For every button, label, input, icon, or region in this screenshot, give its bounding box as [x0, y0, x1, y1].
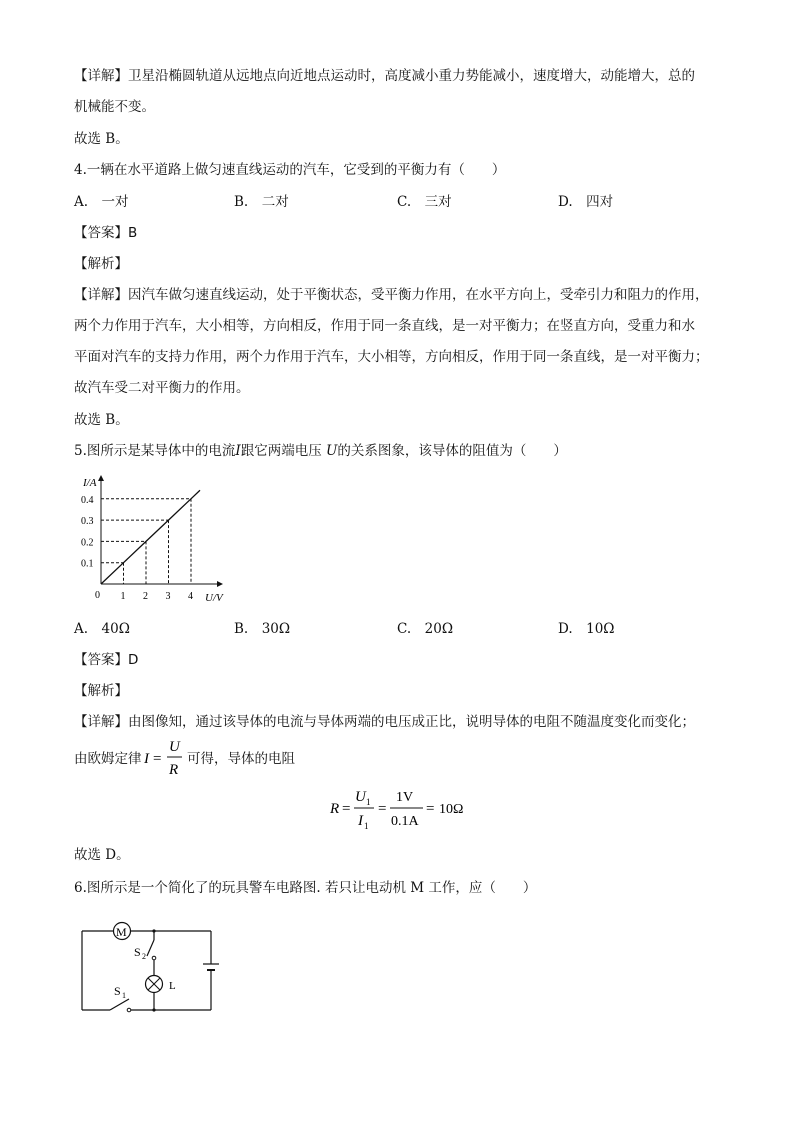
q4-option-c: C. 三对 — [397, 194, 452, 210]
svg-text:=: = — [378, 801, 387, 817]
switch-s2-label: S — [134, 945, 141, 959]
svg-text:=: = — [342, 801, 351, 817]
q5-stem: 5.图所示是某导体中的电流I跟它两端电压 U的关系图象，该导体的阻值为（ ） — [74, 443, 567, 459]
switch-s2-blade — [147, 940, 154, 956]
q3-choose: 故选 B。 — [74, 131, 129, 147]
x-tick-label: 1 — [120, 591, 126, 602]
y-tick-label: 0.4 — [81, 494, 94, 506]
q6-stem: 6.图所示是一个简化了的玩具警车电路图. 若只让电动机 M 工作，应（ ） — [74, 880, 537, 896]
svg-text:R: R — [169, 762, 179, 778]
q4-option-d: D. 四对 — [558, 194, 614, 210]
q5-option-b: B. 30Ω — [234, 621, 291, 637]
y-tick-label: 0.1 — [81, 558, 94, 570]
q4-detail-line-4: 故汽车受二对平衡力的作用。 — [74, 380, 250, 396]
y-tick-label: 0.3 — [81, 516, 94, 528]
q5-detail-line-2: 由欧姆定律 — [74, 751, 142, 767]
svg-text:10Ω: 10Ω — [439, 802, 464, 817]
x-tick-label: 4 — [188, 591, 193, 602]
svg-text:I: I — [144, 751, 149, 767]
q3-detail-line-2: 机械能不变。 — [74, 99, 155, 115]
q3-detail-line-1: 【详解】卫星沿椭圆轨道从远地点向近地点运动时，高度减小重力势能减小，速度增大，动能增大，总的 — [74, 68, 695, 84]
q4-option-b: B. 二对 — [234, 194, 289, 210]
ohms-law-formula — [142, 736, 186, 780]
svg-text:U: U — [355, 789, 366, 805]
q4-answer: 【答案】B — [74, 225, 138, 241]
circuit-diagram — [74, 915, 224, 1020]
x-tick-label: 3 — [165, 591, 171, 602]
q4-stem: 4.一辆在水平道路上做匀速直线运动的汽车，它受到的平衡力有（ ） — [74, 162, 506, 178]
svg-text:0.1A: 0.1A — [391, 814, 419, 829]
switch-s1-blade — [110, 999, 129, 1010]
q5-detail-line-1: 【详解】由图像知，通过该导体的电流与导体两端的电压成正比，说明导体的电阻不随温度变化而变化； — [74, 714, 695, 730]
svg-text:=: = — [426, 801, 435, 817]
q5-option-d: D. 10Ω — [558, 621, 615, 637]
q5-analysis-label: 【解析】 — [74, 683, 128, 699]
q4-detail-line-3: 平面对汽车的支持力作用，两个力作用于汽车，大小相等，方向相反，作用于同一条直线，是一对平衡力； — [74, 349, 709, 365]
svg-text:M: M — [116, 925, 127, 939]
svg-text:1: 1 — [366, 797, 371, 807]
q4-detail-line-2: 两个力作用于汽车，大小相等，方向相反，作用于同一条直线，是一对平衡力；在竖直方向，受重力和水 — [74, 318, 695, 334]
q5-detail-line-2b: 可得，导体的电阻 — [187, 751, 295, 767]
resistance-formula — [328, 785, 478, 835]
x-tick-label: 2 — [143, 591, 148, 602]
lamp-label: L — [169, 980, 176, 992]
q4-choose: 故选 B。 — [74, 412, 129, 428]
q4-analysis-label: 【解析】 — [74, 256, 128, 272]
svg-text:1: 1 — [122, 991, 126, 1000]
svg-text:2: 2 — [142, 952, 146, 961]
y-axis-label: I/A — [83, 477, 97, 489]
q5-option-a: A. 40Ω — [74, 621, 130, 637]
svg-text:I: I — [358, 813, 363, 829]
switch-s2-contact — [152, 956, 156, 960]
q5-choose: 故选 D。 — [74, 847, 130, 863]
q4-detail-line-1: 【详解】因汽车做匀速直线运动，处于平衡状态，受平衡力作用，在水平方向上，受牵引力和阻力的作用， — [74, 287, 709, 303]
origin-label: 0 — [95, 590, 100, 601]
y-tick-label: 0.2 — [81, 537, 94, 549]
svg-text:1V: 1V — [396, 790, 414, 805]
q5-answer: 【答案】D — [74, 652, 139, 668]
iu-series-line — [101, 490, 200, 584]
svg-text:=: = — [153, 751, 162, 767]
svg-text:1: 1 — [364, 821, 369, 831]
x-axis-label: U/V — [205, 592, 223, 604]
q5-option-c: C. 20Ω — [397, 621, 454, 637]
svg-text:R: R — [330, 801, 340, 817]
q4-option-a: A. 一对 — [74, 194, 129, 210]
iu-graph — [74, 470, 234, 610]
svg-text:U: U — [169, 739, 180, 755]
switch-s1-label: S — [114, 984, 121, 998]
switch-s1-contact — [127, 1008, 131, 1012]
